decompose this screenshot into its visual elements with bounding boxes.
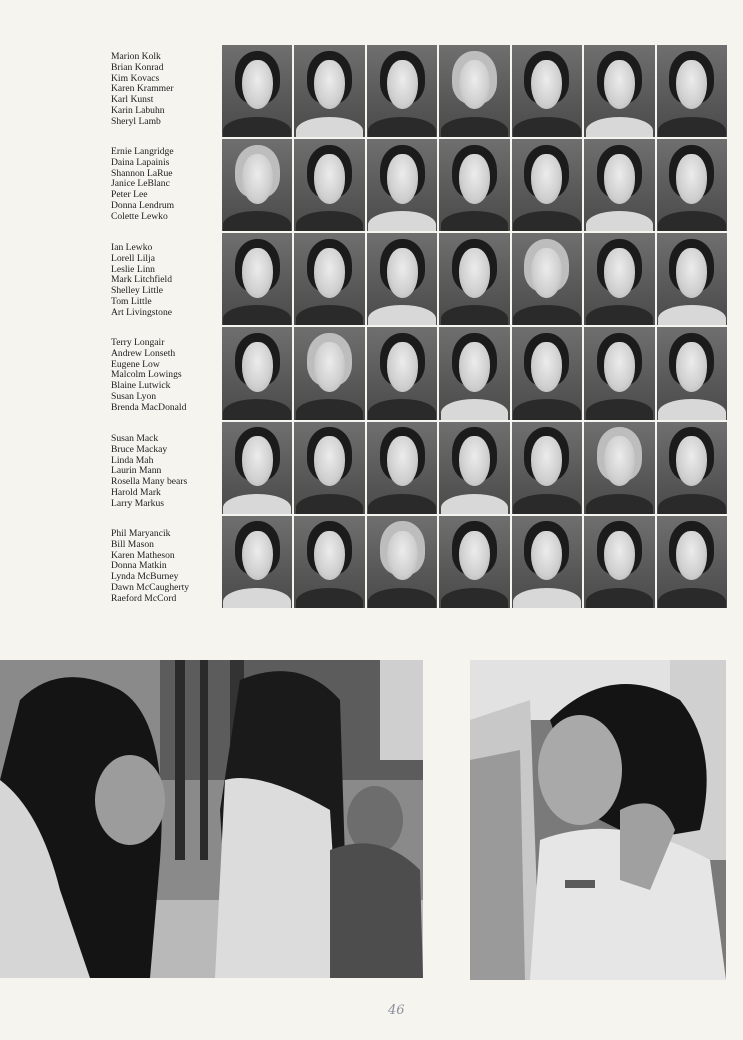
candid-photo-right [470, 660, 726, 980]
student-portrait [657, 45, 727, 137]
student-portrait [584, 139, 654, 231]
student-portrait [222, 139, 292, 231]
student-name: Ian Lewko [111, 242, 153, 253]
student-portrait [512, 45, 582, 137]
student-portrait [222, 422, 292, 514]
student-portrait [512, 327, 582, 419]
student-name: Susan Lyon [111, 390, 157, 402]
student-portrait [439, 233, 509, 325]
student-portrait [657, 327, 727, 419]
student-name: Donna Lendrum [111, 199, 175, 211]
student-name: Susan Mack [111, 433, 159, 444]
student-portrait [439, 327, 509, 419]
name-list-5 [111, 434, 219, 510]
student-name: Linda Mah [111, 454, 154, 466]
student-portrait [294, 139, 364, 231]
student-name: Ernie Langridge [111, 146, 174, 157]
student-portrait [657, 139, 727, 231]
student-portrait [222, 327, 292, 419]
student-portrait [657, 516, 727, 608]
student-name: Mark Litchfield [111, 274, 173, 286]
student-portrait [294, 327, 364, 419]
student-name: Daina Lapainis [111, 156, 170, 168]
student-portrait [584, 516, 654, 608]
name-list-1 [111, 52, 219, 128]
student-portrait [222, 516, 292, 608]
student-portrait [367, 139, 437, 231]
student-name: Dawn McCaugherty [111, 581, 190, 593]
student-portrait [439, 422, 509, 514]
page-number: 46 [388, 1003, 405, 1018]
candid-photo-left [0, 660, 423, 978]
student-name: Tom Little [111, 295, 152, 307]
name-list-6 [111, 529, 219, 605]
student-name: Karl Kunst [111, 94, 154, 106]
student-portrait [294, 422, 364, 514]
student-portrait [584, 422, 654, 514]
student-name: Karen Krammer [111, 83, 174, 95]
student-portrait [294, 45, 364, 137]
student-portrait [439, 139, 509, 231]
student-name: Terry Longair [111, 337, 165, 348]
student-portrait [367, 233, 437, 325]
student-name: Bruce Mackay [111, 443, 168, 455]
student-name: Donna Matkin [111, 560, 167, 572]
student-name: Sheryl Lamb [111, 115, 161, 127]
student-portrait [294, 233, 364, 325]
student-name: Phil Maryancik [111, 528, 171, 539]
student-name: Marion Kolk [111, 51, 161, 62]
student-portrait [584, 233, 654, 325]
name-list-3 [111, 243, 219, 319]
student-name: Larry Markus [111, 497, 165, 509]
student-name: Brian Konrad [111, 61, 164, 73]
student-name: Kim Kovacs [111, 72, 160, 84]
student-name: Karen Matheson [111, 549, 175, 561]
student-name: Leslie Linn [111, 263, 155, 275]
student-portrait [512, 422, 582, 514]
student-name: Lynda McBurney [111, 571, 179, 583]
student-name: Andrew Lonseth [111, 347, 176, 359]
student-portrait [367, 516, 437, 608]
student-name: Laurin Mann [111, 465, 162, 477]
student-name: Bill Mason [111, 538, 154, 550]
student-name: Shannon LaRue [111, 167, 173, 179]
student-portrait [584, 327, 654, 419]
student-name: Shelley Little [111, 285, 163, 297]
student-name: Art Livingstone [111, 306, 173, 318]
student-name: Janice LeBlanc [111, 178, 170, 190]
student-portrait [512, 516, 582, 608]
student-portrait [222, 45, 292, 137]
student-portrait [294, 516, 364, 608]
student-portrait [367, 45, 437, 137]
student-name: Peter Lee [111, 189, 148, 201]
student-portrait [367, 422, 437, 514]
student-portrait [584, 45, 654, 137]
student-portrait [657, 233, 727, 325]
student-name: Eugene Low [111, 358, 160, 370]
student-name: Brenda MacDonald [111, 401, 187, 413]
student-name: Lorell Lilja [111, 252, 155, 264]
student-name: Karin Labuhn [111, 104, 165, 116]
student-portrait [367, 327, 437, 419]
student-name: Colette Lewko [111, 210, 168, 222]
student-name: Blaine Lutwick [111, 380, 171, 392]
name-list-4 [111, 338, 219, 414]
student-name: Harold Mark [111, 486, 161, 498]
student-name: Rosella Many bears [111, 476, 188, 488]
name-list-2 [111, 147, 219, 223]
student-portrait [439, 516, 509, 608]
student-name: Malcolm Lowings [111, 369, 182, 381]
student-name: Raeford McCord [111, 592, 177, 604]
student-portrait [512, 233, 582, 325]
portrait-grid [222, 45, 727, 608]
student-portrait [657, 422, 727, 514]
student-portrait [222, 233, 292, 325]
student-portrait [439, 45, 509, 137]
student-portrait [512, 139, 582, 231]
